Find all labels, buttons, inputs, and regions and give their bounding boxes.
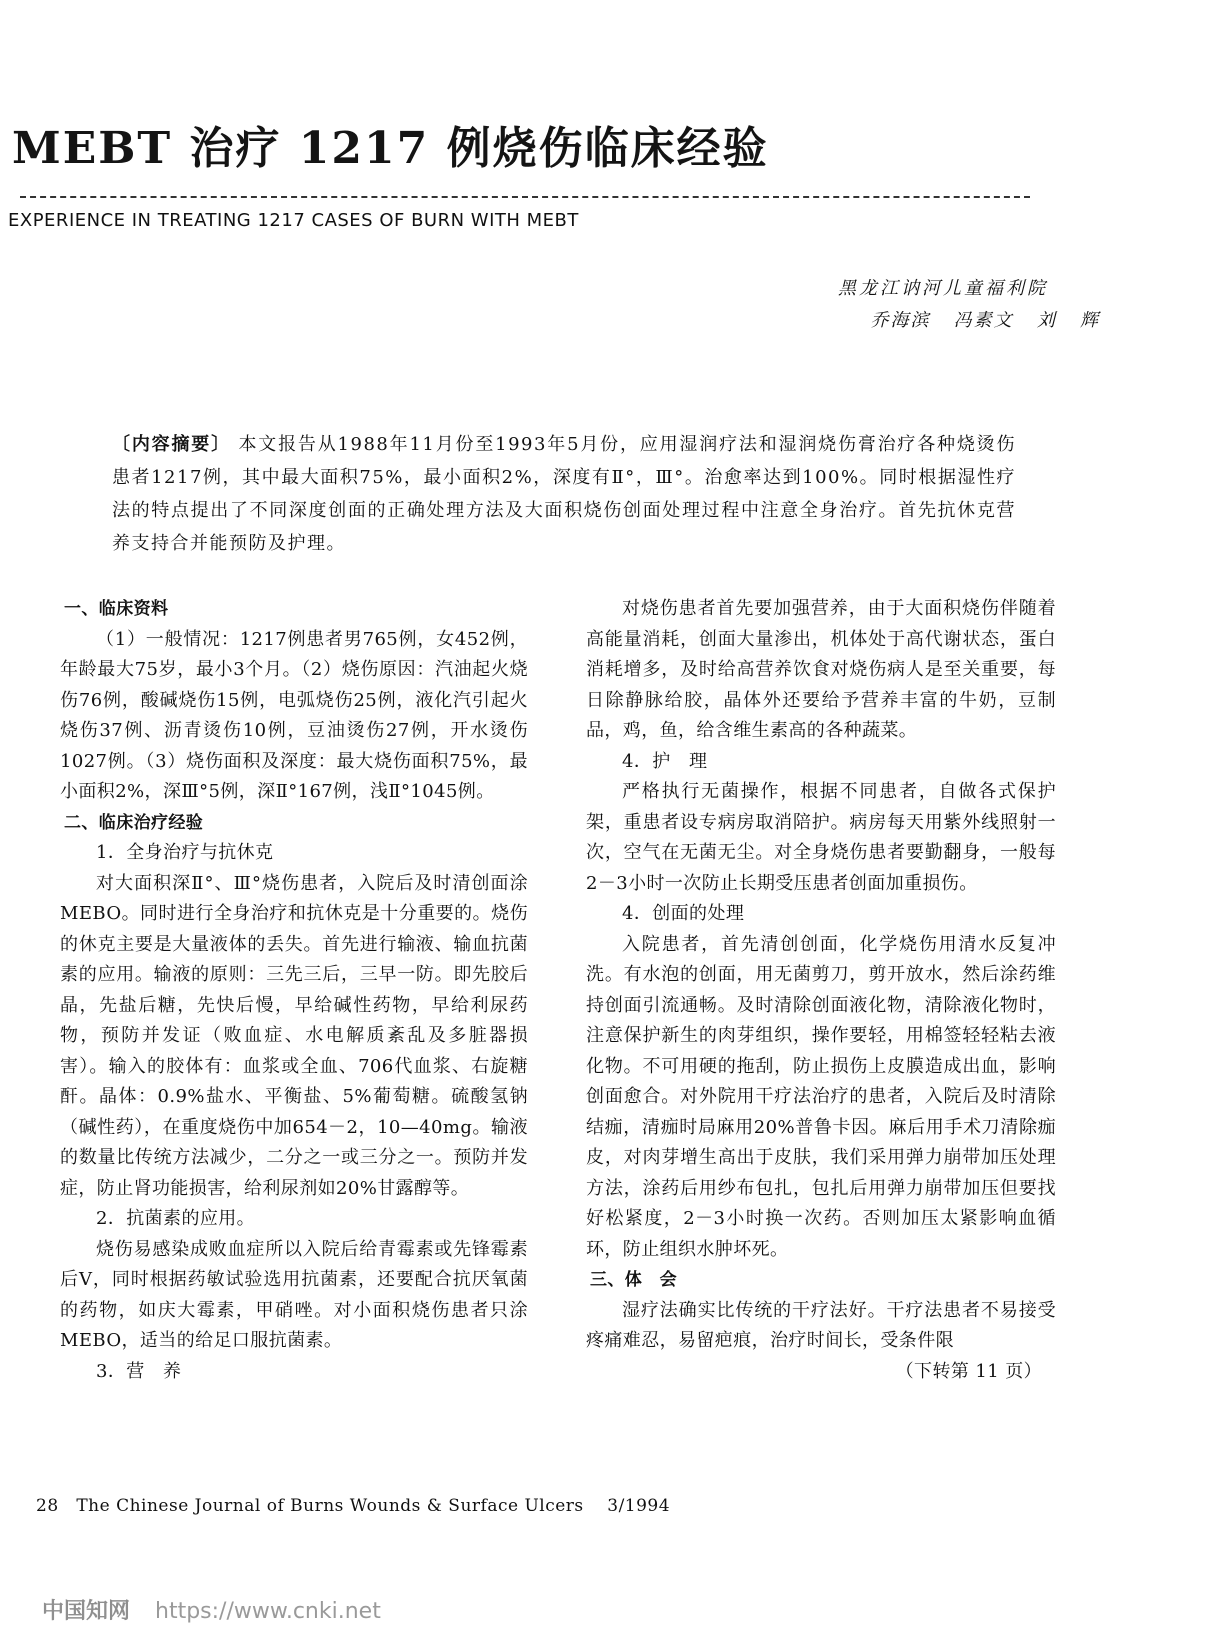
page-footer: 28 The Chinese Journal of Burns Wounds & Surface Ulcers 3/1994 — [36, 1496, 671, 1516]
title-divider — [20, 196, 1030, 198]
left-column — [60, 594, 528, 1387]
subheading-systemic-treatment: 1．全身治疗与抗休克 — [96, 842, 274, 863]
cnki-watermark — [42, 1594, 381, 1625]
section-heading-treatment-experience: 二、临床治疗经验 — [64, 812, 204, 833]
article-title: MEBT 治疗 1217 例烧伤临床经验 — [12, 123, 769, 174]
right-column — [586, 594, 1056, 1387]
article-title-en: EXPERIENCE IN TREATING 1217 CASES OF BURN WITH MEBT — [8, 210, 579, 231]
paragraph-nursing: 严格执行无菌操作，根据不同患者，自做各式保护架，重患者设专病房取消陪护。病房每天用紫外线照射一次，空气在无菌无尘。对全身烧伤患者要勤翻身，一般每2－3小时一次防止长期受压患者创面加重损伤。 — [586, 781, 1056, 894]
author-affiliation: 黑龙江讷河儿童福利院 — [838, 278, 1048, 299]
subheading-antibiotics: 2．抗菌素的应用。 — [96, 1208, 256, 1229]
paragraph-conclusion: 湿疗法确实比传统的干疗法好。干疗法患者不易接受疼痛难忍，易留疤痕，治疗时间长，受条件限 — [586, 1299, 1056, 1351]
subheading-nursing: 4．护 理 — [622, 750, 708, 772]
section-heading-conclusion: 三、体 会 — [590, 1270, 677, 1290]
section-heading-clinical-data: 一、临床资料 — [64, 599, 169, 619]
author-names: 乔海滨 冯素文 刘 辉 — [870, 310, 1100, 331]
paragraph-systemic-treatment: 对大面积深Ⅱ°、Ⅲ°烧伤患者，入院后及时清创面涂MEBO。同时进行全身治疗和抗休克是十分重要的。烧伤的休克主要是大量液体的丢失。首先进行输液、输血抗菌素的应用。输液的原则：三先三后，三早一防。即先胶后晶，先盐后糖，先快后慢，早给碱性药物，早给利尿药物，预防并发证（败血症、水电解质紊乱及多脏器损害）。输入的胶体有：血浆或全血、706代血浆、右旋糖酐。晶体：0.9%盐水、平衡盐、5%葡萄糖。硫酸氢钠（碱性药），在重度烧伤中加654－2，10—40mg。输液的数量比传统方法减少，二分之一或三分之一。预防并发症，防止肾功能损害，给利尿剂如20%甘露醇等。 — [60, 872, 528, 1199]
paragraph-wound-care: 入院患者，首先清创创面，化学烧伤用清水反复冲洗。有水泡的创面，用无菌剪刀，剪开放水，然后涂药维持创面引流通畅。及时清除创面液化物，清除液化物时，注意保护新生的肉芽组织，操作要轻，用棉签轻轻粘去液化物。不可用硬的拖刮，防止损伤上皮膜造成出血，影响创面愈合。对外院用干疗法治疗的患者，入院后及时清除结痂，清痂时局麻用20%普鲁卡因。麻后用手术刀清除痂皮，对肉芽增生高出于皮肤，我们采用弹力崩带加压处理方法，涂药后用纱布包扎，包扎后用弹力崩带加压但要找好松紧度，2－3小时换一次药。否则加压太紧影响血循环，防止组织水肿坏死。 — [586, 933, 1056, 1260]
abstract — [112, 428, 1016, 560]
continued-note: （下转第 11 页） — [895, 1360, 1042, 1382]
watermark-cn: 中国知网 — [42, 1599, 131, 1624]
abstract-text: 本文报告从1988年11月份至1993年5月份，应用湿润疗法和湿润烧伤膏治疗各种烧烫伤患者1217例，其中最大面积75%，最小面积2%，深度有Ⅱ°，Ⅲ°。治愈率达到100%。同时根据湿性疗法的特点提出了不同深度创面的正确处理方法及大面积烧伤创面处理过程中注意全身治疗。首先抗休克营养支持合并能预防及护理。 — [112, 434, 1016, 554]
paragraph-general-info: （1）一般情况：1217例患者男765例，女452例，年龄最大75岁，最小3个月。（2）烧伤原因：汽油起火烧伤76例，酸碱烧伤15例，电弧烧伤25例，液化汽引起火烧伤37例、沥青烫伤10例，豆油烫伤27例，开水烫伤1027例。（3）烧伤面积及深度：最大烧伤面积75%，最小面积2%，深Ⅲ°5例，深Ⅱ°167例，浅Ⅱ°1045例。 — [60, 628, 528, 802]
paragraph-nutrition: 对烧伤患者首先要加强营养，由于大面积烧伤伴随着高能量消耗，创面大量渗出，机体处于高代谢状态，蛋白消耗增多，及时给高营养饮食对烧伤病人是至关重要，每日除静脉给胶，晶体外还要给予营养丰富的牛奶，豆制品，鸡，鱼，给含维生素高的各种蔬菜。 — [586, 598, 1056, 741]
paragraph-antibiotics: 烧伤易感染成败血症所以入院后给青霉素或先锋霉素后Ⅴ，同时根据药敏试验选用抗菌素，还要配合抗厌氧菌的药物，如庆大霉素，甲硝唑。对小面积烧伤患者只涂MEBO，适当的给足口服抗菌素。 — [60, 1238, 528, 1351]
subheading-nutrition: 3．营 养 — [96, 1360, 182, 1382]
subheading-wound-care: 4．创面的处理 — [622, 903, 745, 924]
abstract-label: 〔内容摘要〕 — [112, 434, 231, 455]
watermark-url: https://www.cnki.net — [155, 1599, 381, 1624]
